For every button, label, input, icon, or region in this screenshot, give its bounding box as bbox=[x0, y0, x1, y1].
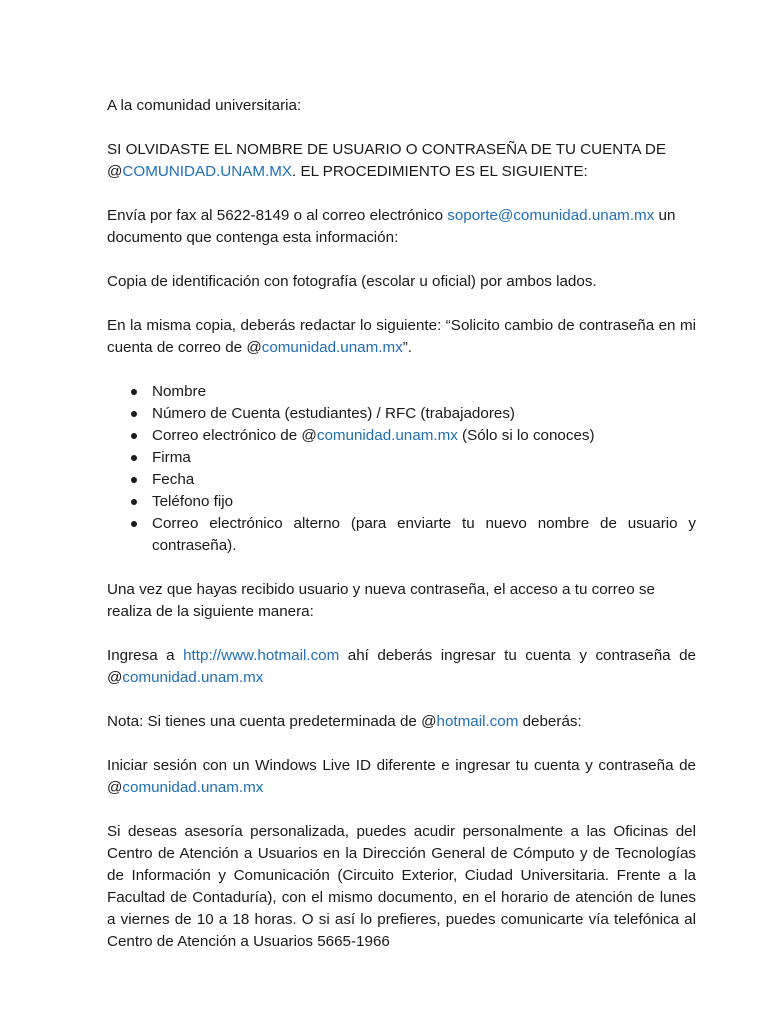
list-item-text: Correo electrónico de @ bbox=[152, 427, 317, 444]
send-text-after: un documento que contenga esta información: bbox=[107, 207, 676, 246]
heading-domain-link[interactable]: COMUNIDAD.UNAM.MX bbox=[122, 163, 293, 180]
list-item-text: Nombre bbox=[152, 383, 207, 400]
list-item bbox=[107, 425, 696, 447]
windows-live-paragraph bbox=[107, 755, 696, 799]
list-item-text: Teléfono fijo bbox=[152, 493, 234, 510]
bullet-icon bbox=[131, 455, 137, 461]
required-info-list bbox=[107, 381, 696, 557]
bullet-icon bbox=[131, 477, 137, 483]
note-text-before: Nota: Si tienes una cuenta predeterminada de @ bbox=[107, 713, 437, 730]
list-item bbox=[107, 381, 696, 403]
request-text-after: ”. bbox=[402, 339, 412, 356]
login-text-middle: ahí deberás ingresar tu cuenta y contraseña de @ bbox=[107, 647, 696, 686]
request-domain-link[interactable]: comunidad.unam.mx bbox=[261, 339, 403, 356]
list-item-text: Correo electrónico alterno (para enviarte tu nuevo nombre de usuario y contraseña). bbox=[152, 515, 696, 554]
access-intro: Una vez que hayas recibido usuario y nueva contraseña, el acceso a tu correo se realiza de la siguiente manera: bbox=[107, 581, 655, 620]
login-text-before: Ingresa a bbox=[107, 647, 184, 664]
send-instructions bbox=[107, 205, 696, 249]
list-item-text: Número de Cuenta (estudiantes) / RFC (trabajadores) bbox=[152, 405, 515, 422]
heading-line1: SI OLVIDASTE EL NOMBRE DE USUARIO O CONTRASEÑA DE TU CUENTA DE bbox=[107, 141, 666, 158]
support-email-link[interactable]: soporte@comunidad.unam.mx bbox=[447, 207, 655, 224]
bullet-icon bbox=[131, 389, 137, 395]
copy-id-paragraph: Copia de identificación con fotografía (escolar u oficial) por ambos lados. bbox=[107, 273, 597, 290]
greeting: A la comunidad universitaria: bbox=[107, 97, 302, 114]
request-text-before: En la misma copia, deberás redactar lo siguiente: “Solicito cambio de contraseña en mi cuenta de correo de @ bbox=[107, 317, 696, 356]
list-item-domain-link[interactable]: comunidad.unam.mx bbox=[316, 427, 458, 444]
heading-at: @ bbox=[107, 163, 123, 180]
hotmail-url-link[interactable]: http://www.hotmail.com bbox=[183, 647, 340, 664]
login-paragraph bbox=[107, 645, 696, 689]
note-text-after: deberás: bbox=[518, 713, 582, 730]
list-item bbox=[107, 513, 696, 557]
list-item-text: Fecha bbox=[152, 471, 195, 488]
list-item bbox=[107, 469, 696, 491]
bullet-icon bbox=[131, 521, 137, 527]
support-paragraph: Si deseas asesoría personalizada, puedes acudir personalmente a las Oficinas del Centro de Atención a Usuarios en la Dirección General de Cómputo y de Tecnologías de Información y Comunicación (Circuito Exterior, Ciudad Universitaria. Frente a la Facultad de Contaduría), con el mismo documento, en el horario de atención de lunes a viernes de 10 a 18 horas. O si así lo prefieres, puedes comunicarte vía telefónica al Centro de Atención a Usuarios 5665-1966 bbox=[107, 823, 696, 950]
list-item bbox=[107, 447, 696, 469]
list-item bbox=[107, 403, 696, 425]
document-page bbox=[107, 95, 696, 953]
list-item-text: Firma bbox=[152, 449, 191, 466]
bullet-icon bbox=[131, 433, 137, 439]
login-domain-link[interactable]: comunidad.unam.mx bbox=[122, 669, 264, 686]
note-paragraph bbox=[107, 711, 696, 733]
list-item-text: (Sólo si lo conoces) bbox=[457, 427, 595, 444]
heading bbox=[107, 139, 696, 183]
heading-line2-rest: . EL PROCEDIMIENTO ES EL SIGUIENTE: bbox=[292, 163, 588, 180]
send-text-before: Envía por fax al 5622-8149 o al correo electrónico bbox=[107, 207, 448, 224]
bullet-icon bbox=[131, 499, 137, 505]
hotmail-domain-link[interactable]: hotmail.com bbox=[436, 713, 519, 730]
windows-live-domain-link[interactable]: comunidad.unam.mx bbox=[122, 779, 264, 796]
bullet-icon bbox=[131, 411, 137, 417]
list-item bbox=[107, 491, 696, 513]
request-paragraph bbox=[107, 315, 696, 359]
windows-live-text-before: Iniciar sesión con un Windows Live ID diferente e ingresar tu cuenta y contraseña de @ bbox=[107, 757, 696, 796]
